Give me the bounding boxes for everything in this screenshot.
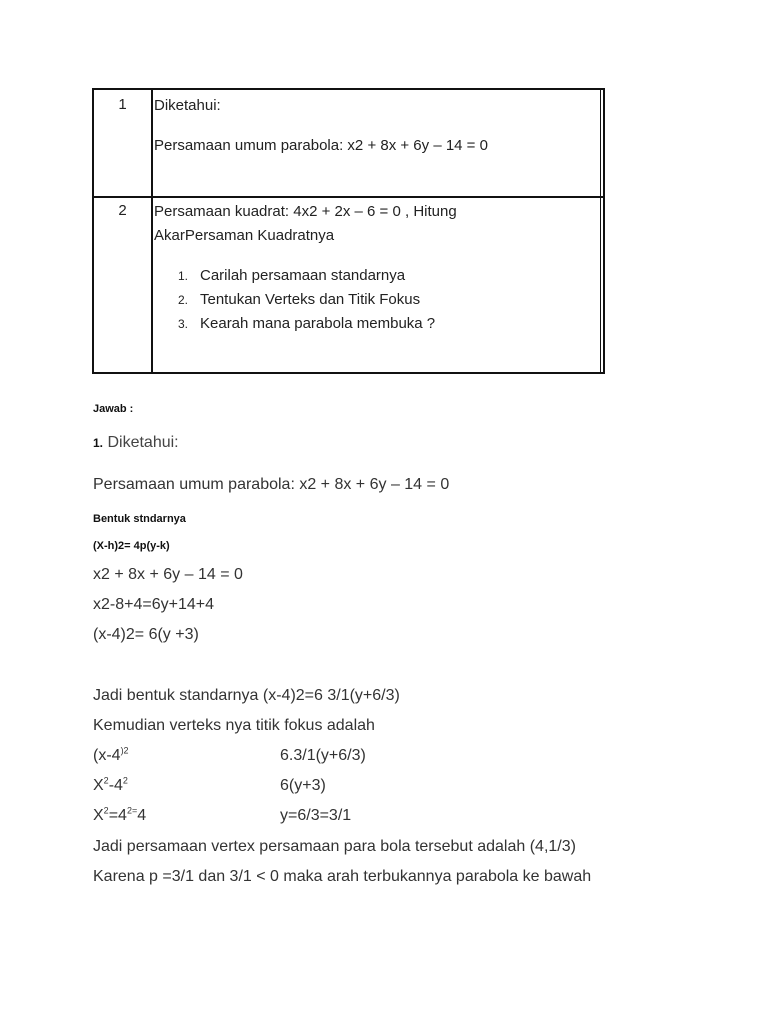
- step-3: (x-4)2= 6(y +3): [93, 626, 199, 643]
- table-right-border: [600, 90, 601, 372]
- standard-form: (X-h)2= 4p(y-k): [93, 540, 170, 552]
- column-divider: [151, 90, 153, 372]
- given-equation: Persamaan umum parabola: x2 + 8x + 6y – 14 = 0: [93, 476, 450, 493]
- row1-line2: Persamaan umum parabola: x2 + 8x + 6y – 14 = 0: [154, 137, 488, 154]
- row2-line1: Persamaan kuadrat: 4x2 + 2x – 6 = 0 , Hitung: [154, 203, 457, 220]
- expr-base: X: [93, 807, 104, 824]
- expr-sup: 2: [122, 775, 128, 786]
- answer-heading: Jawab :: [93, 403, 134, 415]
- form-title: Bentuk stndarnya: [93, 513, 186, 525]
- list-item: [154, 264, 594, 288]
- direction-statement: Karena p =3/1 dan 3/1 < 0 maka arah terbukannya parabola ke bawah: [93, 868, 592, 885]
- question-table: [92, 88, 605, 374]
- expr-sup: 2: [103, 775, 109, 786]
- vertex-right-3: y=6/3=3/1: [280, 807, 352, 824]
- conclusion: Jadi bentuk standarnya (x-4)2=6 3/1(y+6/3): [93, 687, 400, 704]
- row2-line2: AkarPersaman Kuadratnya: [154, 227, 335, 244]
- list-item: [154, 288, 594, 312]
- expr-rest: -4: [108, 777, 123, 794]
- list-number: 2.: [178, 293, 189, 307]
- list-text: Tentukan Verteks dan Titik Fokus: [200, 291, 421, 308]
- list-number: 1.: [178, 269, 189, 283]
- vertex-right-1: 6.3/1(y+6/3): [280, 747, 366, 764]
- expr-sup: 2: [103, 805, 109, 816]
- row2-list: [154, 264, 594, 336]
- expr-tail: 4: [137, 807, 147, 824]
- list-text: Carilah persamaan standarnya: [200, 267, 406, 284]
- expr-rest: =4: [108, 807, 127, 824]
- list-item: [154, 312, 594, 336]
- expr-base: X: [93, 777, 104, 794]
- row-divider: [94, 196, 603, 198]
- list-text: Kearah mana parabola membuka ?: [200, 315, 436, 332]
- step-2: x2-8+4=6y+14+4: [93, 596, 214, 613]
- row2-number: 2: [118, 202, 127, 219]
- row1-number: 1: [118, 96, 127, 113]
- step-1: x2 + 8x + 6y – 14 = 0: [93, 566, 243, 583]
- expr-sup: 2=: [126, 805, 138, 816]
- vertex-intro: Kemudian verteks nya titik fokus adalah: [93, 717, 375, 734]
- expr-sup: )2: [120, 745, 129, 756]
- vertex-left-1: [93, 747, 129, 765]
- row1-line1: Diketahui:: [154, 97, 221, 114]
- q1-number: 1.: [93, 436, 104, 450]
- vertex-result: Jadi persamaan vertex persamaan para bola tersebut adalah (4,1/3): [93, 838, 576, 855]
- list-number: 3.: [178, 317, 189, 331]
- vertex-right-2: 6(y+3): [280, 777, 326, 794]
- q1-label: Diketahui:: [107, 434, 179, 451]
- row2-list-container: [154, 264, 594, 336]
- vertex-left-3: [93, 807, 146, 825]
- vertex-left-2: [93, 777, 128, 795]
- q1-heading: [93, 434, 179, 452]
- expr-base: (x-4: [93, 747, 121, 764]
